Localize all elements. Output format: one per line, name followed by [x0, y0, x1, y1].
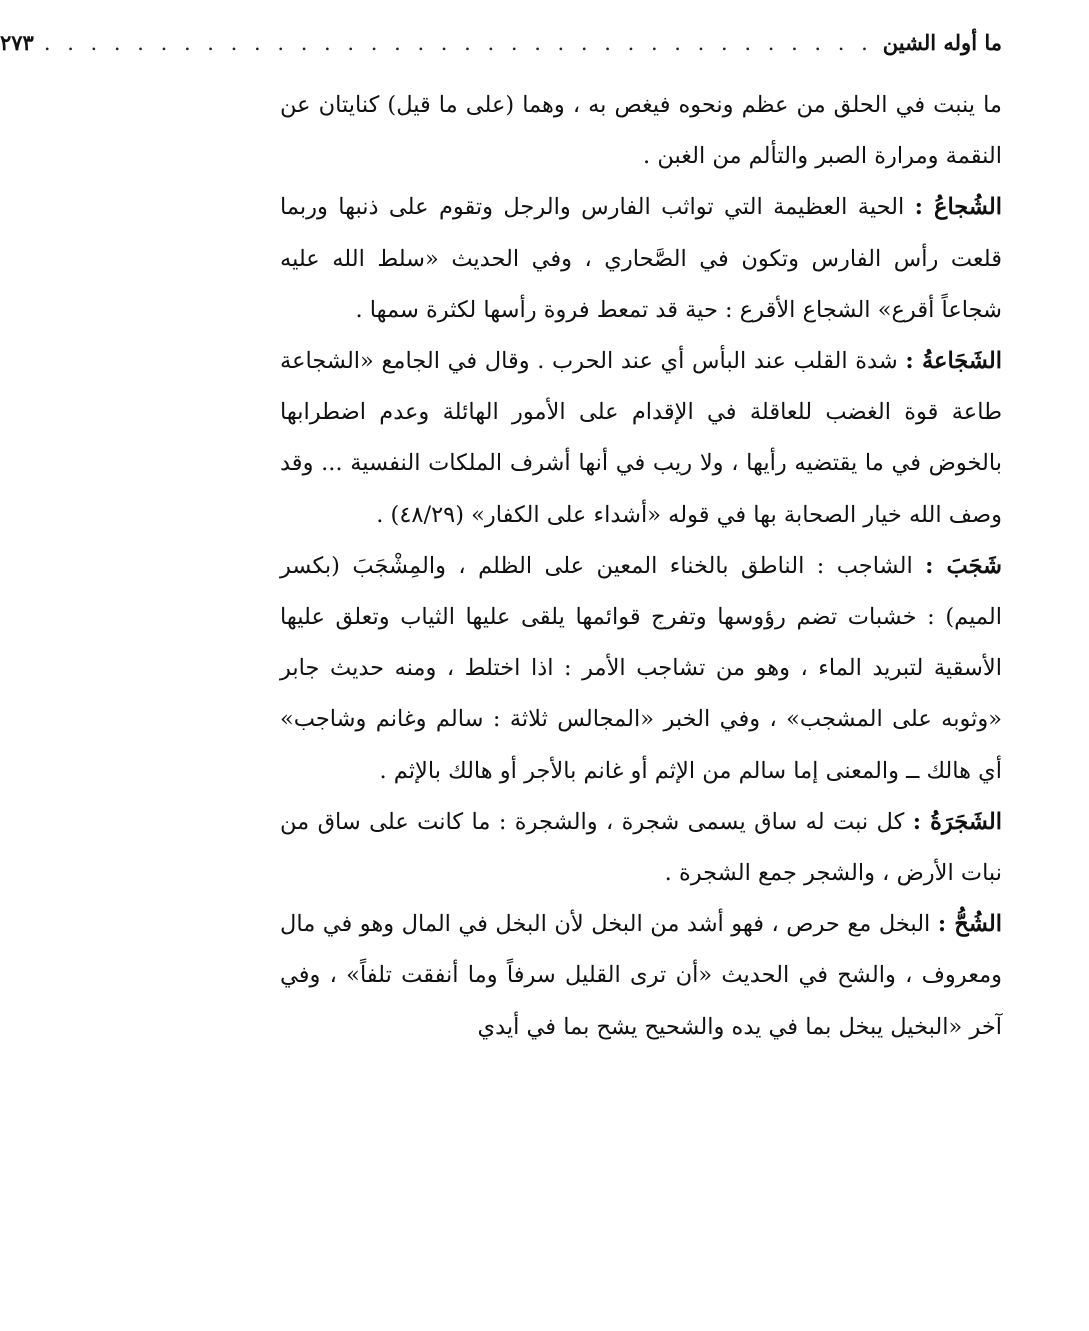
running-header — [0, 30, 1002, 72]
entry-shajaba — [280, 541, 1002, 797]
entry-headword: شَجَبَ : — [925, 552, 1002, 579]
entry-text: الشاجب : الناطق بالخناء المعين على الظلم ، والمِشْجَبَ (بكسر الميم) : خشبات تضم رؤوسها وتفرج قوائمها يلقى عليها الثياب وتعلق عليها الأسقية لتبريد الماء ، وهو من تشاجب الأمر : اذا اختلط ، ومنه حديث جابر «وثوبه على المشجب» ، وفي الخبر «المجالس ثلاثة : سالم وغانم وشاجب» أي هالك ــ والمعنى إما سالم من الإثم أو غانم بالأجر أو هالك بالإثم . — [280, 552, 1002, 784]
page-number: ٢٧٣ — [0, 30, 34, 55]
entry-headword: الشَجَرَةُ : — [912, 808, 1002, 835]
leader-dots: . . . . . . . . . . . . . . . . . . . . . . . . . . . . . . . . . . . . — [43, 31, 873, 55]
entry-shajara — [280, 797, 1002, 899]
entry-shajaa — [280, 336, 1002, 541]
entry-text: ما ينبت في الحلق من عظم ونحوه فيغص به ، وهما (على ما قيل) كنايتان عن النقمة ومرارة الصبر والتألم من الغبن . — [280, 92, 1002, 170]
entry-headword: الشُحُّ : — [937, 911, 1002, 938]
entry-continuation — [280, 80, 1002, 182]
entry-shuhh — [280, 899, 1002, 1053]
entry-text: شدة القلب عند البأس أي عند الحرب . وقال في الجامع «الشجاعة طاعة قوة الغضب للعاقلة في الإقدام على الأمور الهائلة وعدم اضطرابها بالخوض في ما يقتضيه رأيها ، ولا ريب في أنها أشرف الملكات النفسية ... وقد وصف الله خيار الصحابة بها في قوله «أشداء على الكفار» (٤٨/٢٩) . — [280, 348, 1002, 528]
entry-headword: الشُجاعُ : — [914, 194, 1002, 221]
chapter-title: ما أوله الشين — [882, 30, 1002, 55]
entry-text: الحية العظيمة التي تواثب الفارس والرجل وتقوم على ذنبها وربما قلعت رأس الفارس وتكون في الصَّحاري ، وفي الحديث «سلط الله عليه شجاعاً أقرع» الشجاع الأقرع : حية قد تمعط فروة رأسها لكثرة سمها . — [280, 194, 1002, 323]
document-page — [0, 30, 1003, 1053]
entry-headword: الشَجَاعةُ : — [905, 348, 1003, 375]
entry-text: البخل مع حرص ، فهو أشد من البخل لأن البخل في المال وهو في مال ومعروف ، والشح في الحديث «أن ترى القليل سرفاً وما أنفقت تلفاً» ، وفي آخر «البخيل يبخل بما في يده والشحيح يشح بما في أيدي — [280, 911, 1002, 1040]
entry-text: كل نبت له ساق يسمى شجرة ، والشجرة : ما كانت على ساق من نبات الأرض ، والشجر جمع الشجرة . — [280, 808, 1002, 887]
entry-shujaa — [280, 182, 1002, 336]
